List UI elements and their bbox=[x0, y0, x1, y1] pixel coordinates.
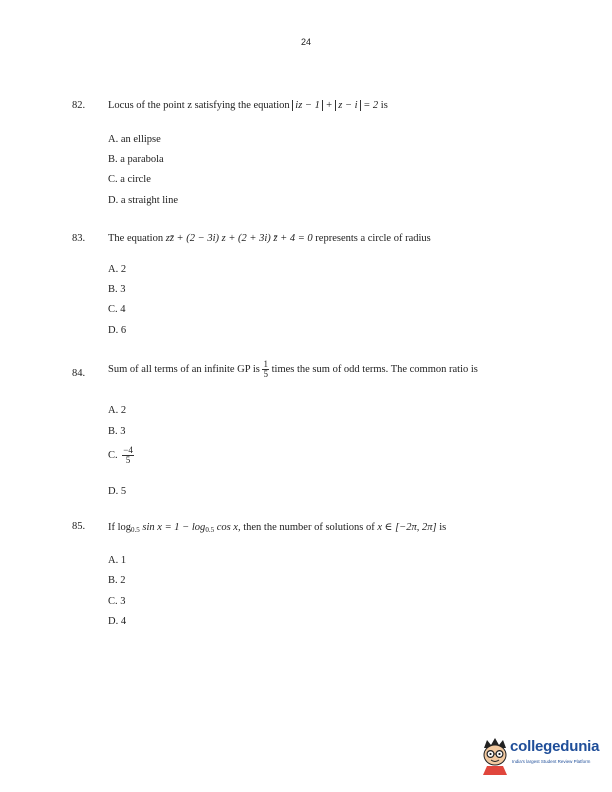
q85-option-c: C. 3 bbox=[108, 596, 126, 607]
q82-option-c: C. a circle bbox=[108, 174, 151, 185]
question-84-number: 84. bbox=[72, 368, 86, 379]
question-83-number: 83. bbox=[72, 233, 86, 244]
collegedunia-logo bbox=[478, 736, 600, 780]
q85-option-a: A. 1 bbox=[108, 555, 127, 566]
q82-option-b: B. a parabola bbox=[108, 154, 164, 165]
mascot-icon bbox=[478, 736, 512, 776]
question-84-stem: Sum of all terms of an infinite GP is $\frac{1}{5}$ times the sum of odd terms. The common ratio is bbox=[108, 359, 478, 379]
q83-option-b: B. 3 bbox=[108, 284, 126, 295]
q82-abs-term1: iz − 1 bbox=[292, 100, 323, 111]
q83-option-d: D. 6 bbox=[108, 325, 127, 336]
q84-fraction: $\frac{1}{5}$ bbox=[263, 359, 268, 379]
question-82-stem: Locus of the point z satisfying the equation iz − 1 + z − i = 2 is bbox=[108, 100, 388, 111]
q83-option-c: C. 4 bbox=[108, 304, 126, 315]
page-number: 24 bbox=[300, 37, 311, 47]
q84-option-b: B. 3 bbox=[108, 426, 126, 437]
brand-tagline: India's largest Student Review Platform bbox=[512, 759, 591, 764]
q83-equation: zz̄ + (2 − 3i) z + (2 + 3i) z̄ + 4 = 0 bbox=[165, 233, 313, 244]
brand-name: collegedunia bbox=[510, 738, 600, 755]
q84-option-d: D. 5 bbox=[108, 486, 127, 497]
q84-option-a: A. 2 bbox=[108, 405, 127, 416]
q82-option-a: A. an ellipse bbox=[108, 134, 161, 145]
q82-stem-prefix: Locus of the point z satisfying the equation bbox=[108, 100, 293, 111]
q82-option-d: D. a straight line bbox=[108, 195, 178, 206]
question-85-number: 85. bbox=[72, 521, 86, 532]
q84-option-c-fraction: $\frac{-4}{5}$ bbox=[123, 445, 133, 465]
question-82-number: 82. bbox=[72, 100, 86, 111]
question-85-stem: If $\log_{0.5} \sin x = 1 - \log_{0.5} \cos x$, then the number of solutions of x ∈ [−2π, 2π] is bbox=[108, 522, 447, 534]
q84-option-c: C. $\frac{-4}{5}$ bbox=[108, 445, 133, 465]
q85-option-d: D. 4 bbox=[108, 616, 127, 627]
q83-option-a: A. 2 bbox=[108, 264, 127, 275]
q82-abs-term2: z − i bbox=[335, 100, 360, 111]
q85-interval: x ∈ [−2π, 2π] bbox=[377, 522, 437, 533]
question-83-stem: The equation zz̄ + (2 − 3i) z + (2 + 3i) z̄ + 4 = 0 represents a circle of radius bbox=[108, 233, 431, 244]
q85-option-b: B. 2 bbox=[108, 575, 126, 586]
